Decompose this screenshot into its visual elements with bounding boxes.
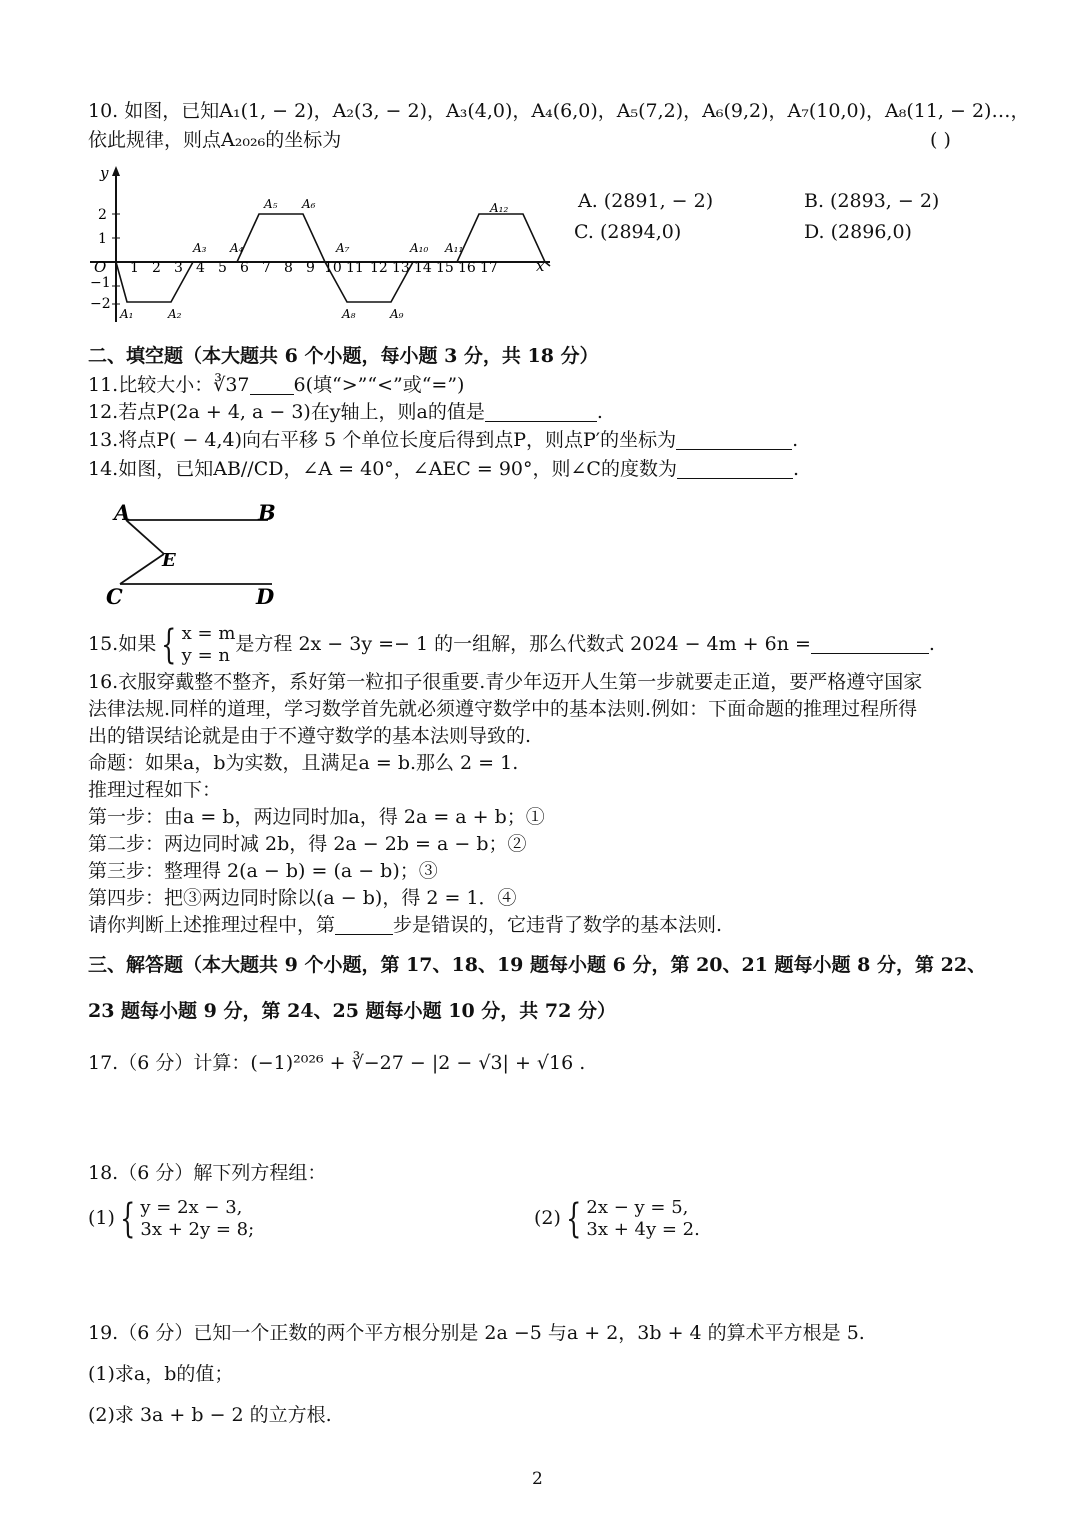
x-tick-7: 7 [262,260,271,276]
label-A12: A₁₂ [490,201,509,215]
axis-y-label: y [100,164,109,182]
q12-blank [485,401,597,422]
axis-x-label: x [536,257,545,275]
q10-option-c: C. (2894,0) [574,221,682,243]
label-A11: A₁₁ [445,241,464,255]
fig14-label-C: C [106,584,123,609]
x-tick-8: 8 [284,260,293,276]
q17: 17.（6 分）计算：(−1)²⁰²⁶ + ∛−27 − |2 − √3| + √16 . [88,1052,586,1074]
label-A2: A₂ [168,307,182,321]
q16-question-a: 请你判断上述推理过程中，第 [88,914,336,936]
q10-line2: 依此规律，则点A₂₀₂₆的坐标为 [88,129,342,151]
q16-step-4: 第四步：把③两边同时除以(a − b)，得 2 = 1．④ [88,887,517,909]
q16-step-1: 第一步：由a = b，两边同时加a，得 2a = a + b；① [88,806,545,828]
q14-blank [677,458,793,479]
q15-text: 是方程 2x − 3y =− 1 的一组解，那么代数式 2024 − 4m + 6n = [235,633,811,655]
q18-part1 [88,1196,254,1241]
q11 [88,372,464,398]
q18-part1-brace: { [120,1196,136,1242]
q16-question [88,912,722,938]
q12-text: 12.若点P(2a + 4, a − 3)在y轴上，则a的值是 [88,401,485,423]
q16-line-1: 16.衣服穿戴整不整齐，系好第一粒扣子很重要.青少年迈开人生第一步就要走正道，要严格遵守国家 [88,671,923,693]
label-A7: A₇ [336,241,350,255]
fig14-label-E: E [162,550,176,571]
q11-text-a: 11.比较大小：∛37 [88,374,250,396]
label-A4: A₄ [230,241,244,255]
q18-part2-brace: { [566,1196,582,1242]
q18-part1-system [140,1197,254,1241]
q18-part1-eq1: y = 2x − 3, [140,1197,243,1218]
q13 [88,427,798,453]
x-tick-13: 13 [392,260,410,276]
q13-text: 13.将点P( − 4,4)向右平移 5 个单位长度后得到点P，则点P′的坐标为 [88,429,677,451]
q15-prefix: 15.如果 [88,633,157,655]
q10-coordinate-graph [80,162,600,332]
label-A10: A₁₀ [410,241,429,255]
q12-period: . [596,401,603,423]
fig14-label-B: B [258,500,276,525]
x-tick-9: 9 [306,260,315,276]
x-tick-11: 11 [346,260,364,276]
q15-eq2: y = n [181,645,230,666]
x-tick-17: 17 [480,260,498,276]
q15-system [182,623,236,667]
q19-part2: (2)求 3a + b − 2 的立方根. [88,1404,332,1426]
q14-figure [100,498,300,610]
q11-text-b: 6(填“>”“<”或“=”) [293,374,465,396]
q15-blank [811,633,929,654]
x-tick-14: 14 [414,260,432,276]
q16-line-5: 推理过程如下： [88,779,222,801]
q13-period: . [792,429,799,451]
q16-step-3: 第三步：整理得 2(a − b) = (a − b)；③ [88,860,438,882]
x-tick-15: 15 [436,260,454,276]
q14 [88,456,799,482]
x-tick-6: 6 [240,260,249,276]
q10-option-a: A. (2891, − 2) [578,190,714,212]
q16-line-4: 命题：如果a，b为实数，且满足a = b.那么 2 = 1. [88,752,519,774]
q18-part2-label: (2) [534,1207,561,1229]
x-tick-1: 1 [130,260,139,276]
q18: 18.（6 分）解下列方程组： [88,1162,327,1184]
x-tick-10: 10 [324,260,342,276]
y-tick-2: 2 [98,207,107,223]
q16-blank [335,914,393,935]
label-A5: A₅ [264,197,278,211]
q15-period: . [928,633,935,655]
x-tick-5: 5 [218,260,227,276]
q16-line-2: 法律法规.同样的道理，学习数学首先就必须遵守数学中的基本法则.例如：下面命题的推理过程所得 [88,698,918,720]
q13-blank [676,429,792,450]
x-tick-4: 4 [196,260,205,276]
y-tick-neg2: −2 [90,296,111,312]
q15-eq1: x = m [181,623,236,644]
label-A3: A₃ [193,241,207,255]
q19-part1: (1)求a，b的值； [88,1363,234,1385]
section3-heading-line2: 23 题每小题 9 分，第 24、25 题每小题 10 分，共 72 分） [88,1000,616,1022]
q14-period: . [792,458,800,480]
label-A6: A₆ [302,197,316,211]
q16-line-3: 出的错误结论就是由于不遵守数学的基本法则导致的. [88,725,532,747]
q10-option-b: B. (2893, − 2) [804,190,940,212]
label-A8: A₈ [342,307,356,321]
q10-answer-paren: ( ) [930,129,951,151]
q19: 19.（6 分）已知一个正数的两个平方根分别是 2a −5 与a + 2，3b + 4 的算术平方根是 5. [88,1322,865,1344]
q10-line1: 10. 如图，已知A₁(1, − 2)，A₂(3, − 2)，A₃(4,0)，A₄(6,0)，A₅(7,2)，A₆(9,2)，A₇(10,0)，A₈(11, − 2)…， [88,100,1030,122]
q14-text: 14.如图，已知AB//CD，∠A = 40°，∠AEC = 90°，则∠C的度数为 [88,458,677,480]
q10-option-d: D. (2896,0) [804,221,912,243]
x-tick-12: 12 [370,260,388,276]
q11-blank [250,374,294,395]
q15 [88,622,935,667]
q18-part1-label: (1) [88,1207,115,1229]
section2-heading: 二、填空题（本大题共 6 个小题，每小题 3 分，共 18 分） [88,345,599,367]
label-A1: A₁ [120,307,134,321]
x-tick-2: 2 [152,260,161,276]
x-tick-3: 3 [174,260,183,276]
y-tick-1: 1 [98,231,107,247]
q18-part2-eq2: 3x + 4y = 2. [586,1219,700,1240]
q16-question-b: 步是错误的，它违背了数学的基本法则. [393,914,723,936]
fig14-label-A: A [114,500,131,525]
section3-heading-line1: 三、解答题（本大题共 9 个小题，第 17、18、19 题每小题 6 分，第 20、21 题每小题 8 分，第 22、 [88,954,987,976]
q18-part2-eq1: 2x − y = 5, [586,1197,689,1218]
x-tick-16: 16 [458,260,476,276]
q18-part2-system [586,1197,699,1241]
q16-step-2: 第二步：两边同时减 2b，得 2a − 2b = a − b；② [88,833,527,855]
q18-part2 [534,1196,700,1241]
zigzag-path [116,214,550,302]
fig14-label-D: D [256,584,275,609]
origin-label: O [94,258,107,276]
label-A9: A₉ [390,307,404,321]
page-number: 2 [532,1469,543,1489]
y-tick-neg1: −1 [90,275,111,291]
q18-part1-eq2: 3x + 2y = 8; [140,1219,255,1240]
q15-brace: { [161,622,177,668]
q12 [88,399,603,425]
